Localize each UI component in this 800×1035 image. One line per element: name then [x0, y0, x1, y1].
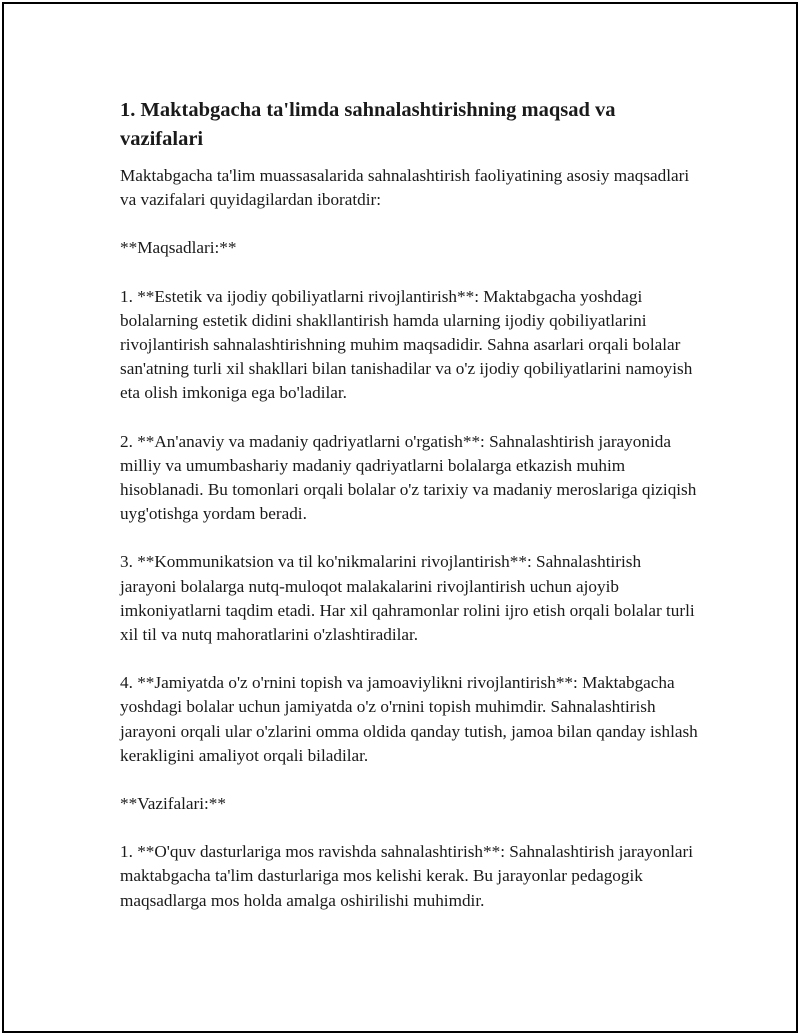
goal-item-4: 4. **Jamiyatda o'z o'rnini topish va jamoaviylikni rivojlantirish**: Maktabgacha yoshdagi bolalar uchun jamiyatda o'z o'rnini topish muhimdir. Sahnalashtirish jarayoni orqali ular o'zlarini omma oldida qanday tutish, jamoa bilan qanday ishlash kerakligini amaliyot orqali biladilar. — [120, 673, 698, 765]
document-title: 1. Maktabgacha ta'limda sahnalashtirishning maqsad va vazifalari — [120, 99, 616, 150]
task-item-1: 1. **O'quv dasturlariga mos ravishda sahnalashtirish**: Sahnalashtirish jarayonlari maktabgacha ta'lim dasturlariga mos kelishi kerak. Bu jarayonlar pedagogik maqsadlarga mos holda amalga oshirilishi muhimdir. — [120, 842, 694, 910]
goal-item-3: 3. **Kommunikatsion va til ko'nikmalarini rivojlantirish**: Sahnalashtirish jarayoni bolalarga nutq-muloqot malakalarini rivojlantirish uchun ajoyib imkoniyatlarni taqdim etadi. Har xil qahramonlar rolini ijro etish orqali bolalar turli xil til va nutq mahoratlarini o'zlashtiradilar. — [120, 552, 695, 645]
document-content — [120, 96, 700, 937]
goal-item-2: 2. **An'anaviy va madaniy qadriyatlarni o'rgatish**: Sahnalashtirish jarayonida milliy va umumbashariy madaniy qadriyatlarni bolalarga etkazish muhim hisoblanadi. Bu tomonlari orqali bolalar o'z tarixiy va madaniy meroslariga qiziqish uyg'otishga yordam beradi. — [120, 431, 697, 524]
intro-paragraph: Maktabgacha ta'lim muassasalarida sahnalashtirish faoliyatining asosiy maqsadlari va vazifalari quyidagilardan iboratdir: — [120, 166, 690, 210]
goal-item-1: 1. **Estetik va ijodiy qobiliyatlarni rivojlantirish**: Maktabgacha yoshdagi bolalarning estetik didini shakllantirish hamda ularning ijodiy qobiliyatlarini rivojlantirish sahnalashtirishning muhim maqsadidir. Sahna asarlari orqali bolalar san'atning turli xil shakllari bilan tanishadilar va o'z ijodiy qobiliyatlarini namoyish eta olish imkoniga ega bo'ladilar. — [120, 286, 693, 403]
document-page — [2, 2, 798, 1033]
goals-heading: **Maqsadlari:** — [120, 238, 237, 258]
tasks-heading: **Vazifalari:** — [120, 794, 226, 814]
